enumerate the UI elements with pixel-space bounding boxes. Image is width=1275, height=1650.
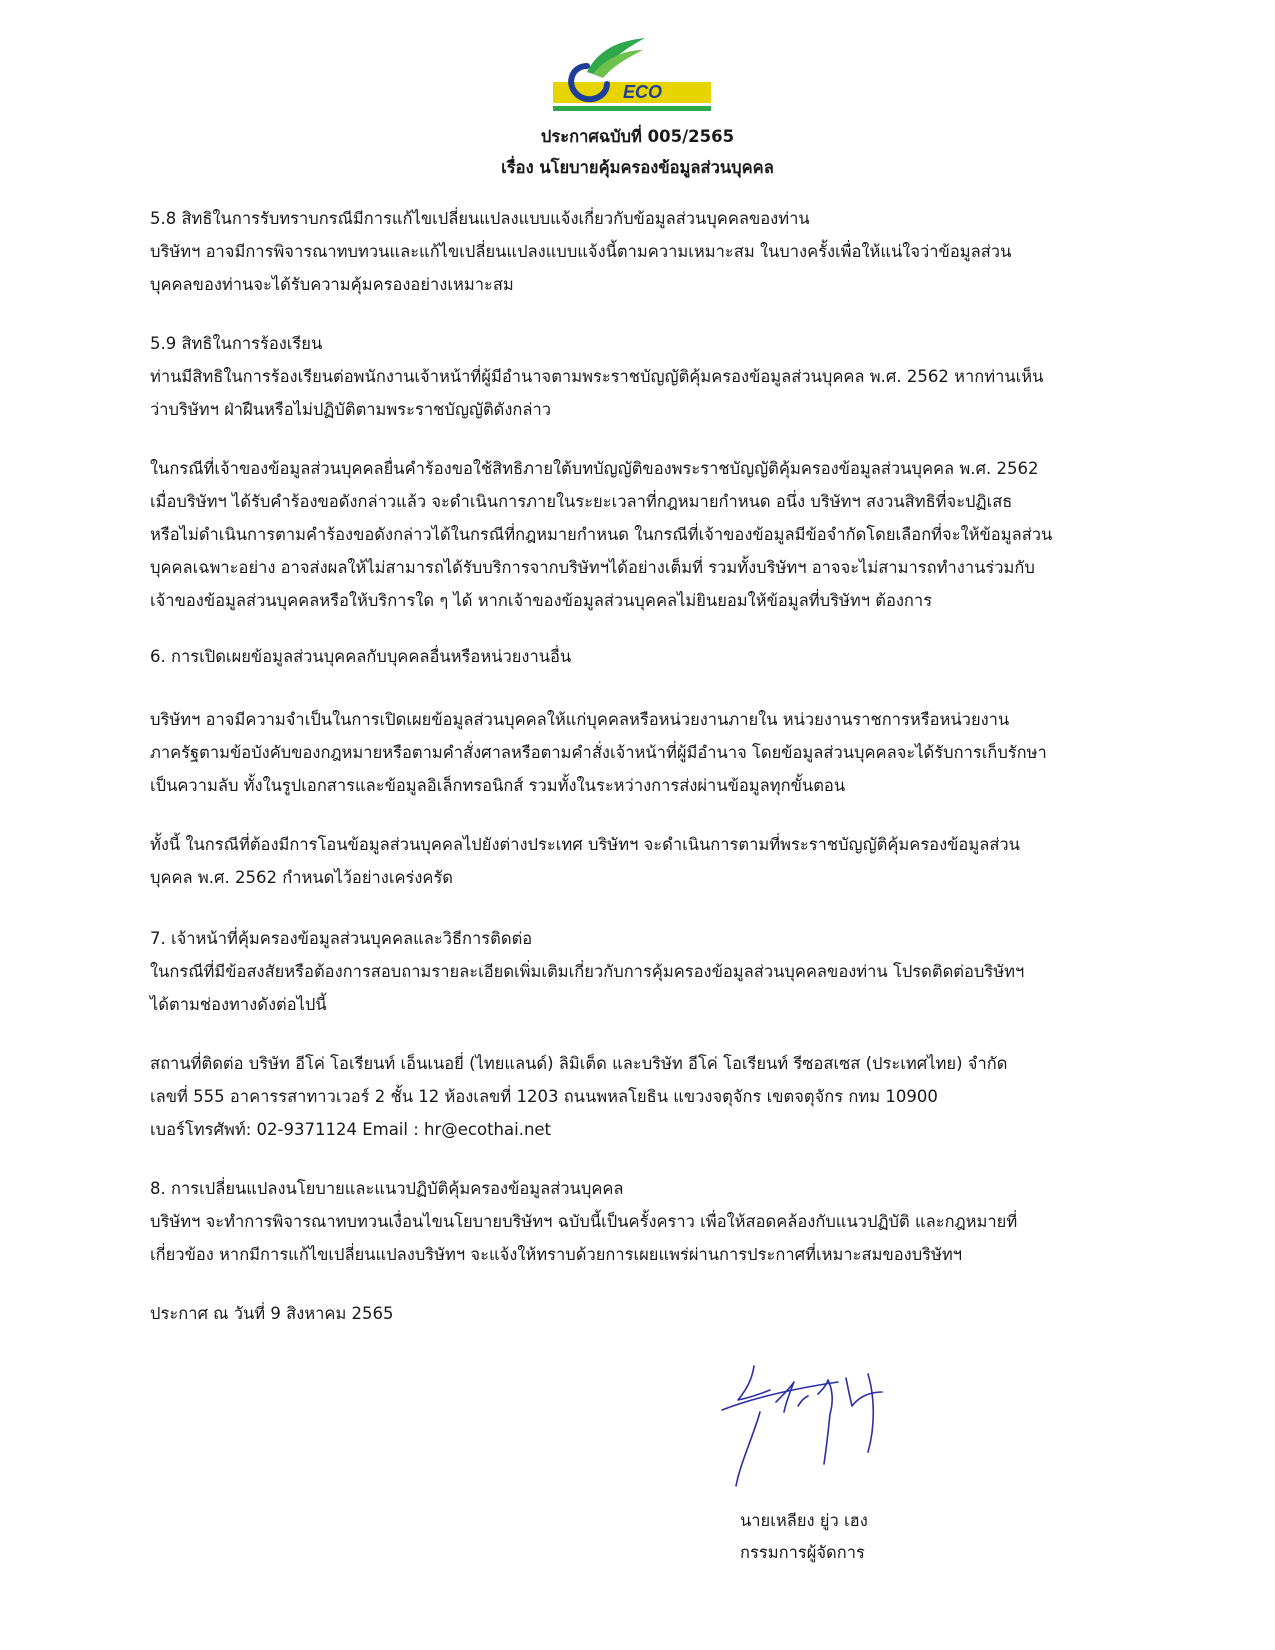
text-line: ในกรณีที่มีข้อสงสัยหรือต้องการสอบถามรายละเอียดเพิ่มเติมเกี่ยวกับการคุ้มครองข้อมูลส่วนบุคคลของท่าน โปรดติดต่อบริษัทฯ [150, 962, 1025, 981]
text-line: ท่านมีสิทธิในการร้องเรียนต่อพนักงานเจ้าหน้าที่ผู้มีอำนาจตามพระราชบัญญัติคุ้มครองข้อมูลส่วนบุคคล พ.ศ. 2562 หากท่านเห็น [150, 367, 1044, 386]
signer-name: นายเหลียง ยู่ว เฮง [740, 1511, 868, 1530]
section-6-heading [150, 640, 1128, 673]
text-line: 5.9 สิทธิในการร้องเรียน [150, 334, 323, 353]
contact-phone-email: เบอร์โทรศัพท์: 02-9371124 Email : hr@ecothai.net [150, 1120, 552, 1139]
logo-green-stripe [553, 106, 711, 111]
text-line: เกี่ยวข้อง หากมีการแก้ไขเปลี่ยนแปลงบริษัทฯ จะแจ้งให้ทราบด้วยการเผยแพร่ผ่านการประกาศที่เหมาะสมของบริษัทฯ [150, 1245, 963, 1264]
text-line: บริษัทฯ จะทำการพิจารณาทบทวนเงื่อนไขนโยบายบริษัทฯ ฉบับนี้เป็นครั้งคราว เพื่อให้สอดคล้องกับแนวปฏิบัติ และกฎหมายที่ [150, 1212, 1018, 1231]
signer-title: กรรมการผู้จัดการ [740, 1543, 865, 1562]
text-line: ว่าบริษัทฯ ฝ่าฝืนหรือไม่ปฏิบัติตามพระราชบัญญัติดังกล่าว [150, 400, 552, 419]
text-line: ภาครัฐตามข้อบังคับของกฎหมายหรือตามคำสั่งศาลหรือตามคำสั่งเจ้าหน้าที่ผู้มีอำนาจ โดยข้อมูลส่วนบุคคลจะได้รับการเก็บรักษา [150, 743, 1047, 762]
section-5-8 [150, 202, 1128, 301]
announcement-number: ประกาศฉบับที่ 005/2565 [540, 127, 735, 146]
section-7 [150, 922, 1128, 1021]
contact-address-line: เลขที่ 555 อาคารรสาทาวเวอร์ 2 ชั้น 12 ห้องเลขที่ 1203 ถนนพหลโยธิน แขวงจตุจักร เขตจตุจักร กทม 10900 [150, 1087, 938, 1106]
text-line: 8. การเปลี่ยนแปลงนโยบายและแนวปฏิบัติคุ้มครองข้อมูลส่วนบุคคล [150, 1179, 624, 1198]
text-line: เมื่อบริษัทฯ ได้รับคำร้องขอดังกล่าวแล้ว จะดำเนินการภายในระยะเวลาที่กฎหมายกำหนด อนึ่ง บริษัทฯ สงวนสิทธิที่จะปฏิเสธ [150, 492, 1013, 511]
section-5-9 [150, 327, 1128, 426]
rights-request-paragraph [150, 452, 1128, 617]
announcement-subject: เรื่อง นโยบายคุ้มครองข้อมูลส่วนบุคคล [501, 158, 774, 177]
date-line: ประกาศ ณ วันที่ 9 สิงหาคม 2565 [150, 1304, 394, 1323]
text-line: เจ้าของข้อมูลส่วนบุคคลหรือให้บริการใด ๆ ได้ หากเจ้าของข้อมูลส่วนบุคคลไม่ยินยอมให้ข้อมูลที่บริษัทฯ ต้องการ [150, 591, 933, 610]
text-line: ในกรณีที่เจ้าของข้อมูลส่วนบุคคลยื่นคำร้องขอใช้สิทธิภายใต้บทบัญญัติของพระราชบัญญัติคุ้มครองข้อมูลส่วนบุคคล พ.ศ. 2562 [150, 459, 1039, 478]
text-line: บุคคลของท่านจะได้รับความคุ้มครองอย่างเหมาะสม [150, 275, 514, 294]
text-line: เป็นความลับ ทั้งในรูปเอกสารและข้อมูลอิเล็กทรอนิกส์ รวมทั้งในระหว่างการส่งผ่านข้อมูลทุกขั้นตอน [150, 776, 846, 795]
text-line: ได้ตามช่องทางดังต่อไปนี้ [150, 995, 327, 1014]
text-line: บุคคล พ.ศ. 2562 กำหนดไว้อย่างเคร่งครัด [150, 868, 454, 887]
logo-text: ECO [623, 82, 663, 102]
text-line: บริษัทฯ อาจมีการพิจารณาทบทวนและแก้ไขเปลี่ยนแปลงแบบแจ้งนี้ตามความเหมาะสม ในบางครั้งเพื่อให้แน่ใจว่าข้อมูลส่วน [150, 242, 1012, 261]
disclosure-paragraph [150, 703, 1128, 802]
text-line: บริษัทฯ อาจมีความจำเป็นในการเปิดเผยข้อมูลส่วนบุคคลให้แก่บุคคลหรือหน่วยงานภายใน หน่วยงานราชการหรือหน่วยงาน [150, 710, 1010, 729]
contact-address-line: สถานที่ติดต่อ บริษัท อีโค่ โอเรียนท์ เอ็นเนอยี่ (ไทยแลนด์) ลิมิเต็ด และบริษัท อีโค่ โอเรียนท์ รีซอสเซส (ประเทศไทย) จำกัด [150, 1054, 1008, 1073]
handwritten-signature [718, 1354, 928, 1504]
text-line: 7. เจ้าหน้าที่คุ้มครองข้อมูลส่วนบุคคลและวิธีการติดต่อ [150, 929, 533, 948]
text-line: หรือไม่ดำเนินการตามคำร้องขอดังกล่าวได้ในกรณีที่กฎหมายกำหนด ในกรณีที่เจ้าของข้อมูลมีข้อจำกัดโดยเลือกที่จะให้ข้อมูลส่วน [150, 525, 1053, 544]
announcement-date [150, 1297, 1128, 1330]
contact-info [150, 1047, 1128, 1146]
eco-logo [553, 36, 711, 114]
section-8 [150, 1172, 1128, 1271]
text-line: 6. การเปิดเผยข้อมูลส่วนบุคคลกับบุคคลอื่นหรือหน่วยงานอื่น [150, 647, 572, 666]
text-line: บุคคลเฉพาะอย่าง อาจส่งผลให้ไม่สามารถได้รับบริการจากบริษัทฯได้อย่างเต็มที่ รวมทั้งบริษัทฯ อาจจะไม่สามารถทำงานร่วมกับ [150, 558, 1035, 577]
transfer-paragraph [150, 828, 1128, 894]
text-line: 5.8 สิทธิในการรับทราบกรณีมีการแก้ไขเปลี่ยนแปลงแบบแจ้งเกี่ยวกับข้อมูลส่วนบุคคลของท่าน [150, 209, 810, 228]
text-line: ทั้งนี้ ในกรณีที่ต้องมีการโอนข้อมูลส่วนบุคคลไปยังต่างประเทศ บริษัทฯ จะดำเนินการตามที่พระราชบัญญัติคุ้มครองข้อมูลส่วน [150, 835, 1020, 854]
